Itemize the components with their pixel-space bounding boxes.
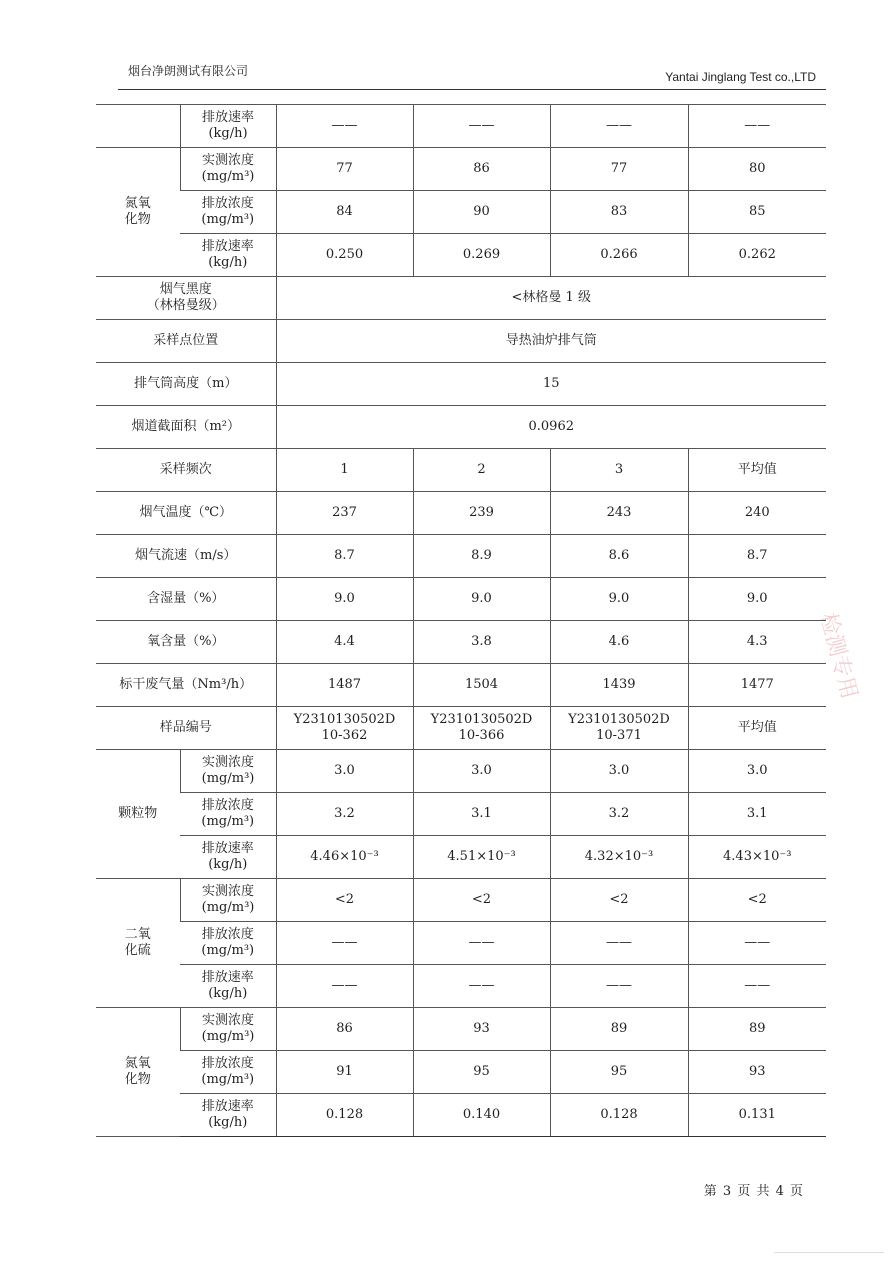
value-cell: <2 bbox=[550, 879, 688, 922]
value-cell: 89 bbox=[550, 1008, 688, 1051]
row-label: 实测浓度 (mg/m³) bbox=[180, 750, 276, 793]
value-cell: 84 bbox=[276, 191, 413, 234]
value-cell: 243 bbox=[550, 492, 688, 535]
row-label: 排放速率 (kg/h) bbox=[180, 105, 276, 148]
table-row bbox=[96, 621, 826, 664]
value-cell: 90 bbox=[413, 191, 550, 234]
value-cell: —— bbox=[688, 922, 826, 965]
row-label: 排放浓度 (mg/m³) bbox=[180, 922, 276, 965]
value-cell: 4.43×10⁻³ bbox=[688, 836, 826, 879]
value-cell: 导热油炉排气筒 bbox=[276, 320, 826, 363]
table-row bbox=[96, 707, 826, 750]
value-cell: 9.0 bbox=[276, 578, 413, 621]
row-label: 排放浓度 (mg/m³) bbox=[180, 793, 276, 836]
value-cell: 3.0 bbox=[276, 750, 413, 793]
value-cell: —— bbox=[413, 922, 550, 965]
nox-bottom-group-label: 氮氧 化物 bbox=[96, 1008, 180, 1137]
row-label: 采样频次 bbox=[96, 449, 276, 492]
value-cell: —— bbox=[550, 922, 688, 965]
value-cell: 1487 bbox=[276, 664, 413, 707]
value-cell: 9.0 bbox=[688, 578, 826, 621]
value-cell: —— bbox=[550, 105, 688, 148]
company-name-cn: 烟台净朗测试有限公司 bbox=[128, 64, 249, 78]
value-cell: <2 bbox=[688, 879, 826, 922]
table-row bbox=[96, 363, 826, 406]
value-cell: 1 bbox=[276, 449, 413, 492]
emission-test-table bbox=[96, 104, 826, 1137]
row-label: 烟气黑度 （林格曼级） bbox=[96, 277, 276, 320]
row-label: 排放浓度 (mg/m³) bbox=[180, 1051, 276, 1094]
value-cell: 77 bbox=[550, 148, 688, 191]
nox-top-group-label: 氮氧 化物 bbox=[96, 148, 180, 277]
value-cell: 80 bbox=[688, 148, 826, 191]
value-cell: <2 bbox=[413, 879, 550, 922]
value-cell: 0.266 bbox=[550, 234, 688, 277]
row-label: 采样点位置 bbox=[96, 320, 276, 363]
value-cell: <林格曼 1 级 bbox=[276, 277, 826, 320]
value-cell: 15 bbox=[276, 363, 826, 406]
table-row bbox=[96, 1008, 826, 1051]
value-cell: 0.131 bbox=[688, 1094, 826, 1137]
value-cell: —— bbox=[276, 105, 413, 148]
row-label: 实测浓度 (mg/m³) bbox=[180, 148, 276, 191]
value-cell: —— bbox=[550, 965, 688, 1008]
value-cell: 93 bbox=[688, 1051, 826, 1094]
table-row bbox=[96, 406, 826, 449]
so2-group-label: 二氧 化硫 bbox=[96, 879, 180, 1008]
row-label: 标干废气量（Nm³/h） bbox=[96, 664, 276, 707]
row-label: 烟气温度（℃） bbox=[96, 492, 276, 535]
table-row bbox=[96, 578, 826, 621]
value-cell: 1439 bbox=[550, 664, 688, 707]
company-name-en: Yantai Jinglang Test co.,LTD bbox=[665, 70, 816, 84]
row-label: 样品编号 bbox=[96, 707, 276, 750]
value-cell: 9.0 bbox=[550, 578, 688, 621]
value-cell: —— bbox=[688, 965, 826, 1008]
header-divider bbox=[118, 89, 826, 90]
table-row bbox=[96, 1094, 826, 1137]
value-cell: 4.6 bbox=[550, 621, 688, 664]
value-cell: 平均值 bbox=[688, 707, 826, 750]
value-cell: 0.0962 bbox=[276, 406, 826, 449]
value-cell: —— bbox=[276, 922, 413, 965]
value-cell: 239 bbox=[413, 492, 550, 535]
table-row bbox=[96, 793, 826, 836]
value-cell: 93 bbox=[413, 1008, 550, 1051]
value-cell: 3.0 bbox=[413, 750, 550, 793]
value-cell: Y2310130502D 10-366 bbox=[413, 707, 550, 750]
value-cell: 237 bbox=[276, 492, 413, 535]
row-label: 排放速率 (kg/h) bbox=[180, 836, 276, 879]
pm-group-label: 颗粒物 bbox=[96, 750, 180, 879]
value-cell: 4.51×10⁻³ bbox=[413, 836, 550, 879]
row-label: 实测浓度 (mg/m³) bbox=[180, 1008, 276, 1051]
value-cell: —— bbox=[413, 105, 550, 148]
value-cell: <2 bbox=[276, 879, 413, 922]
value-cell: 240 bbox=[688, 492, 826, 535]
value-cell: 91 bbox=[276, 1051, 413, 1094]
bottom-edge-line bbox=[774, 1252, 884, 1253]
table-row bbox=[96, 492, 826, 535]
value-cell: 86 bbox=[276, 1008, 413, 1051]
value-cell: —— bbox=[276, 965, 413, 1008]
seal-stamp: 检测专用 bbox=[814, 610, 862, 702]
value-cell: 3.1 bbox=[688, 793, 826, 836]
value-cell: 85 bbox=[688, 191, 826, 234]
value-cell: 77 bbox=[276, 148, 413, 191]
value-cell: 4.3 bbox=[688, 621, 826, 664]
table-row bbox=[96, 879, 826, 922]
value-cell: 3.2 bbox=[276, 793, 413, 836]
table-row bbox=[96, 664, 826, 707]
value-cell: 95 bbox=[413, 1051, 550, 1094]
row-label: 烟气流速（m/s） bbox=[96, 535, 276, 578]
table-row bbox=[96, 105, 826, 148]
value-cell: 3.1 bbox=[413, 793, 550, 836]
value-cell: 83 bbox=[550, 191, 688, 234]
row-label: 排放速率 (kg/h) bbox=[180, 234, 276, 277]
row-label: 氧含量（%） bbox=[96, 621, 276, 664]
value-cell: 1477 bbox=[688, 664, 826, 707]
value-cell: 0.250 bbox=[276, 234, 413, 277]
value-cell: 89 bbox=[688, 1008, 826, 1051]
table-row bbox=[96, 1051, 826, 1094]
value-cell: 0.140 bbox=[413, 1094, 550, 1137]
value-cell: 3.8 bbox=[413, 621, 550, 664]
page-number: 第 3 页 共 4 页 bbox=[703, 1184, 804, 1199]
value-cell: 9.0 bbox=[413, 578, 550, 621]
value-cell: 2 bbox=[413, 449, 550, 492]
row-label: 含湿量（%） bbox=[96, 578, 276, 621]
table-row bbox=[96, 449, 826, 492]
row-label: 排气筒高度（m） bbox=[96, 363, 276, 406]
value-cell: 95 bbox=[550, 1051, 688, 1094]
row-label: 烟道截面积（m²） bbox=[96, 406, 276, 449]
table-row bbox=[96, 320, 826, 363]
row-label: 排放速率 (kg/h) bbox=[180, 965, 276, 1008]
table-row bbox=[96, 277, 826, 320]
value-cell: Y2310130502D 10-362 bbox=[276, 707, 413, 750]
row-label: 排放浓度 (mg/m³) bbox=[180, 191, 276, 234]
value-cell: 86 bbox=[413, 148, 550, 191]
value-cell: 3.2 bbox=[550, 793, 688, 836]
group-label-continued bbox=[96, 105, 180, 148]
value-cell: 4.4 bbox=[276, 621, 413, 664]
value-cell: 0.128 bbox=[276, 1094, 413, 1137]
value-cell: 3.0 bbox=[688, 750, 826, 793]
value-cell: —— bbox=[413, 965, 550, 1008]
table-row bbox=[96, 922, 826, 965]
value-cell: 平均值 bbox=[688, 449, 826, 492]
value-cell: 8.7 bbox=[276, 535, 413, 578]
table-row bbox=[96, 234, 826, 277]
table-row bbox=[96, 148, 826, 191]
table-row bbox=[96, 836, 826, 879]
value-cell: 3.0 bbox=[550, 750, 688, 793]
table-row bbox=[96, 535, 826, 578]
value-cell: 1504 bbox=[413, 664, 550, 707]
value-cell: 4.32×10⁻³ bbox=[550, 836, 688, 879]
table-row bbox=[96, 965, 826, 1008]
table-row bbox=[96, 750, 826, 793]
value-cell: 8.6 bbox=[550, 535, 688, 578]
row-label: 排放速率 (kg/h) bbox=[180, 1094, 276, 1137]
value-cell: 8.9 bbox=[413, 535, 550, 578]
value-cell: 3 bbox=[550, 449, 688, 492]
value-cell: 8.7 bbox=[688, 535, 826, 578]
value-cell: —— bbox=[688, 105, 826, 148]
value-cell: 0.269 bbox=[413, 234, 550, 277]
value-cell: 0.262 bbox=[688, 234, 826, 277]
value-cell: 4.46×10⁻³ bbox=[276, 836, 413, 879]
table-row bbox=[96, 191, 826, 234]
value-cell: 0.128 bbox=[550, 1094, 688, 1137]
row-label: 实测浓度 (mg/m³) bbox=[180, 879, 276, 922]
value-cell: Y2310130502D 10-371 bbox=[550, 707, 688, 750]
